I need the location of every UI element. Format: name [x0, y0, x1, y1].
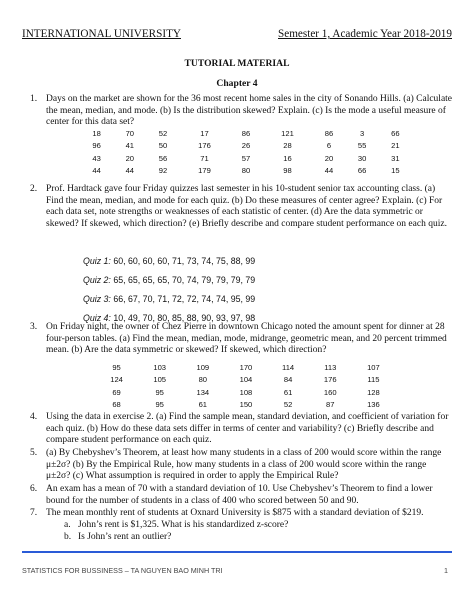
footer-text: STATISTICS FOR BUSSINESS – TA NGUYEN BAO MINH TRI [22, 566, 223, 575]
table-cell: 170 [239, 362, 253, 372]
exercise-text: Prof. Hardtack gave four Friday quizzes last semester in his 10-student senior tax accounting class. (a) Find the mean, median, and mode for each quiz. (b) Do these measures of center agree? Explain. (c) For each data set, note strengths or weaknesses of each statistic of center. (d) Are the data symmetric or skewed? If skewed, which direction? (e) Briefly describe and compare student performance on each quiz. [46, 184, 447, 229]
table-cell: 128 [367, 387, 380, 397]
sub-item-text: Is John’s rent an outlier? [78, 532, 172, 542]
table-cell: 95 [112, 362, 121, 372]
table-cell: 41 [125, 141, 135, 151]
exercise-5 [30, 448, 452, 483]
exercise-text: An exam has a mean of 70 with a standard deviation of 10. Use Chebyshev’s Theorem to find a lower bound for the number of students in a class of 400 who scored between 50 and 90. [46, 484, 433, 506]
table-cell: 56 [158, 153, 168, 163]
table-cell: 121 [281, 128, 294, 138]
table-cell: 20 [125, 153, 135, 163]
table-cell: 104 [239, 375, 253, 385]
table-cell: 108 [239, 387, 253, 397]
table-cell: 107 [367, 362, 380, 372]
exercise-number: 3. [30, 322, 38, 332]
exercise-text: Using the data in exercise 2. (a) Find the sample mean, standard deviation, and coefficient of variation for each quiz. (b) How do these data sets differ in terms of center and variability? (c) Briefly describe and compare student performance on each quiz. [46, 412, 449, 446]
exercise-text: Days on the market are shown for the 36 most recent home sales in the city of Sonando Hills. (a) Calculate the mean, median, and mode. (b) Is the distribution skewed? Explain. (c) Is the mode a useful measure of center for this data set? [46, 94, 453, 128]
table-cell: 17 [200, 128, 209, 138]
table-cell: 26 [241, 141, 251, 151]
table-cell: 115 [367, 375, 380, 385]
table-cell: 95 [155, 387, 164, 397]
table-cell: 84 [283, 375, 293, 385]
table-cell: 98 [283, 166, 292, 176]
page-number: 1 [444, 566, 448, 575]
table-cell: 86 [241, 128, 251, 138]
table-row [95, 399, 395, 412]
exercise-6 [30, 484, 452, 507]
exercise-7 [30, 508, 452, 520]
table-cell: 52 [283, 400, 293, 410]
document-title: TUTORIAL MATERIAL [184, 58, 290, 69]
table-cell: 20 [324, 153, 334, 163]
exercise-text: (a) By Chebyshev’s Theorem, at least how many students in a class of 200 would score within the range μ±2σ? (b) By the Empirical Rule, how many students in a class of 200 would score within the range μ±2σ? (c) What assumption is required in order to apply the Empirical Rule? [46, 448, 442, 482]
quiz-row [83, 275, 255, 285]
table-cell: 66 [357, 166, 367, 176]
table-cell: 44 [125, 166, 135, 176]
table-cell: 179 [198, 166, 211, 176]
table-cell: 18 [92, 128, 101, 138]
table-cell: 71 [200, 153, 209, 163]
page-header [22, 28, 452, 40]
quiz-scores: 10, 49, 70, 80, 85, 88, 90, 93, 97, 98 [113, 313, 256, 323]
quiz-name: Quiz 3: [83, 294, 111, 304]
table-cell: 109 [196, 362, 210, 372]
quiz-name: Quiz 1: [83, 256, 111, 266]
exercise-number: 2. [30, 184, 38, 194]
table-cell: 113 [324, 362, 337, 372]
university-name: INTERNATIONAL UNIVERSITY [22, 28, 181, 40]
quiz-name: Quiz 4: [83, 313, 111, 323]
exercise-number: 4. [30, 412, 38, 422]
table-cell: 160 [323, 387, 337, 397]
table-cell: 50 [158, 141, 168, 151]
table-cell: 28 [283, 141, 292, 151]
table-row [80, 152, 412, 165]
sub-item-text: John’s rent is $1,325. What is his standardized z-score? [78, 520, 289, 530]
quiz-scores: 66, 67, 70, 71, 72, 72, 74, 74, 95, 99 [113, 294, 256, 304]
table-cell: 69 [112, 387, 121, 397]
table-row [95, 374, 395, 387]
table-cell: 86 [324, 128, 334, 138]
sub-item-label: a. [64, 520, 71, 530]
exercise-2 [30, 184, 452, 230]
table-cell: 61 [283, 387, 293, 397]
exercise-number: 6. [30, 484, 38, 494]
table-cell: 68 [112, 400, 121, 410]
table-cell: 43 [92, 153, 101, 163]
table-cell: 134 [196, 387, 210, 397]
table-cell: 52 [158, 128, 168, 138]
table-cell: 57 [241, 153, 251, 163]
table-row [80, 140, 412, 153]
table-cell: 114 [282, 362, 295, 372]
page-footer [22, 566, 452, 575]
exercise-1 [30, 94, 452, 129]
table-row [95, 361, 395, 374]
quiz-row [83, 256, 255, 266]
exercise-4 [30, 412, 452, 447]
quiz-row [83, 294, 255, 304]
exercise-number: 7. [30, 508, 38, 518]
table-cell: 92 [158, 166, 168, 176]
table-cell: 103 [153, 362, 167, 372]
table-cell: 21 [391, 141, 400, 151]
table-cell: 70 [125, 128, 135, 138]
table-cell: 87 [326, 400, 335, 410]
dinner-spend-table [95, 361, 395, 411]
table-cell: 44 [92, 166, 101, 176]
exercise-number: 5. [30, 448, 38, 458]
table-cell: 95 [155, 400, 164, 410]
table-cell: 6 [326, 141, 332, 151]
table-cell: 55 [357, 141, 367, 151]
table-cell: 66 [391, 128, 400, 138]
exercise-number: 1. [30, 94, 38, 104]
sub-item-b [64, 532, 171, 542]
table-cell: 30 [357, 153, 367, 163]
table-cell: 105 [153, 375, 167, 385]
table-row [80, 165, 412, 178]
days-on-market-table [80, 127, 412, 177]
quiz-name: Quiz 2: [83, 275, 111, 285]
exercise-text: On Friday night, the owner of Chez Pierre in downtown Chicago noted the amount spent for dinner at 28 four-person tables. (a) Find the mean, median, mode, midrange, geometric mean, and 20 percent trimmed mean. (b) Are the data symmetric or skewed? If skewed, which direction? [46, 322, 447, 356]
quiz-scores: 65, 65, 65, 65, 70, 74, 79, 79, 79, 79 [113, 275, 256, 285]
sub-item-label: b. [64, 532, 72, 542]
table-cell: 80 [241, 166, 251, 176]
table-cell: 96 [92, 141, 101, 151]
exercise-3 [30, 322, 452, 357]
exercise-text: The mean monthly rent of students at Oxnard University is $875 with a standard deviation of $219. [46, 508, 424, 518]
semester-label: Semester 1, Academic Year 2018-2019 [278, 28, 452, 40]
table-cell: 31 [391, 153, 400, 163]
table-row [95, 386, 395, 399]
table-cell: 176 [198, 141, 211, 151]
table-row [80, 127, 412, 140]
table-cell: 3 [360, 128, 365, 138]
quiz-scores: 60, 60, 60, 60, 71, 73, 74, 75, 88, 99 [113, 256, 256, 266]
chapter-heading: Chapter 4 [216, 78, 258, 89]
table-cell: 136 [367, 400, 380, 410]
table-cell: 15 [391, 166, 400, 176]
sub-item-a [64, 520, 288, 530]
table-cell: 150 [239, 400, 253, 410]
table-cell: 80 [198, 375, 208, 385]
table-cell: 44 [324, 166, 334, 176]
table-cell: 176 [323, 375, 337, 385]
table-cell: 124 [110, 375, 123, 385]
table-cell: 16 [283, 153, 292, 163]
footer-divider [22, 551, 452, 553]
table-cell: 61 [198, 400, 208, 410]
